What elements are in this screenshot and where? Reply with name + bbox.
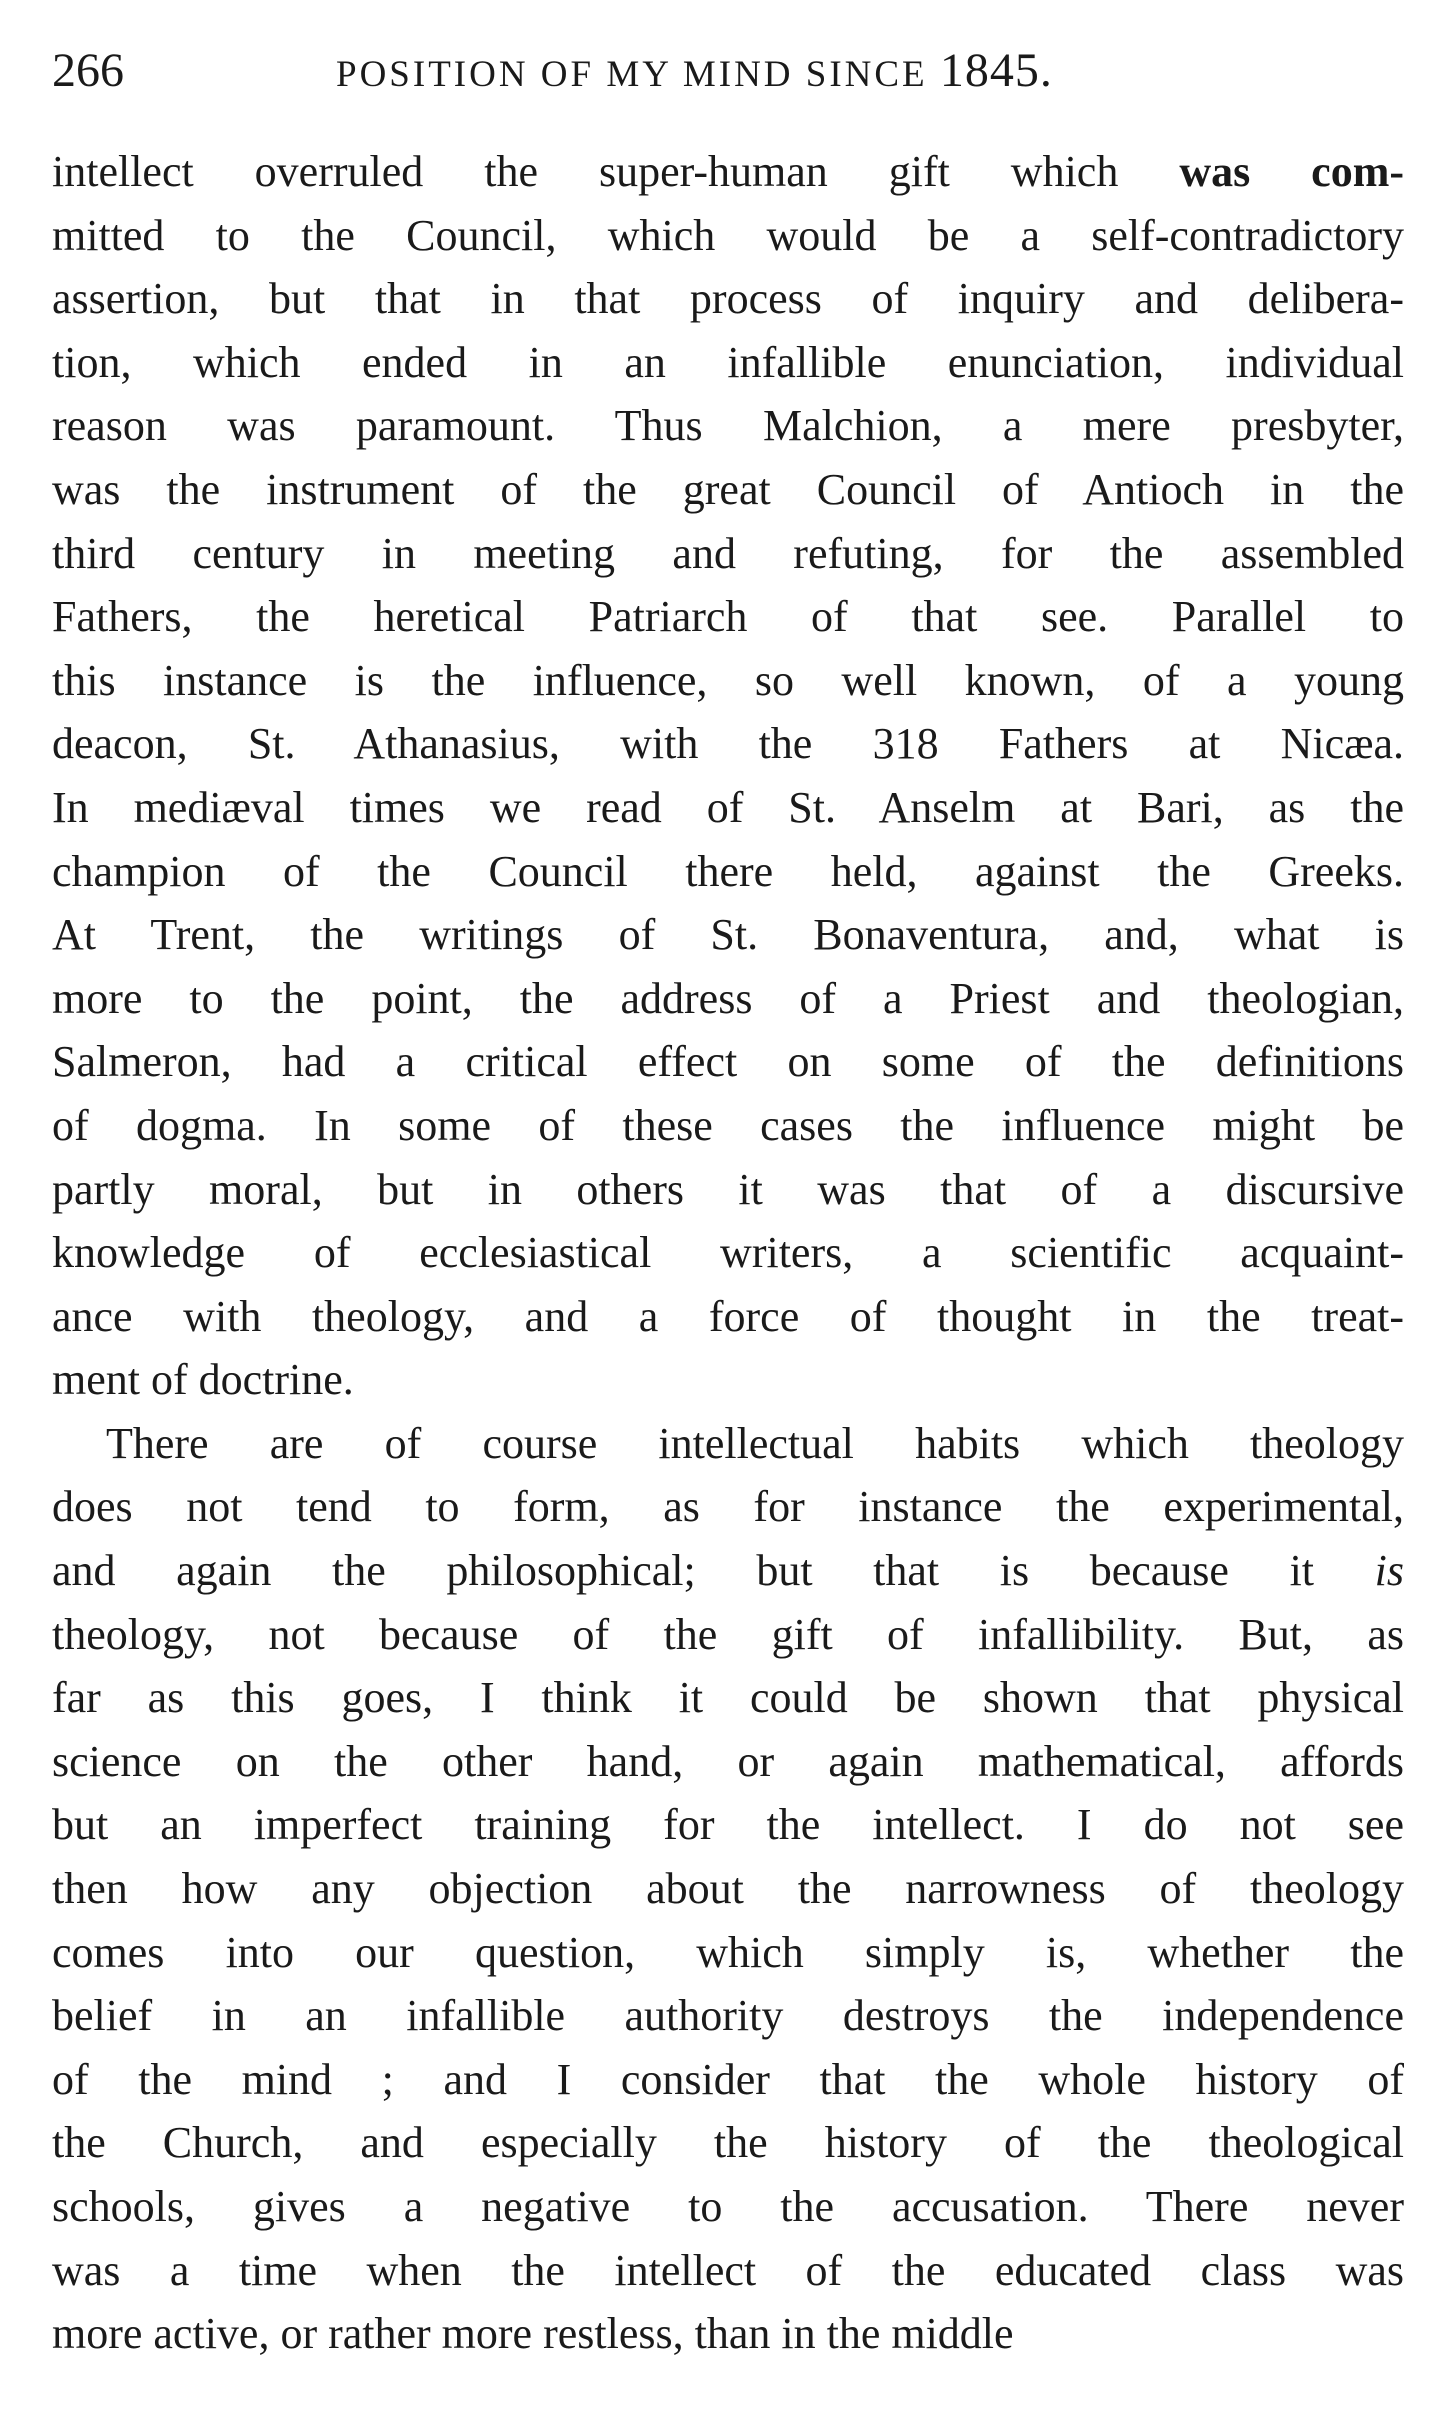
text-line — [52, 1158, 1404, 1222]
text-segment: reason was paramount. Thus Malchion, a mere presbyter, — [52, 401, 1404, 451]
running-header — [52, 36, 1400, 106]
text-segment: mitted to the Council, which would be a self-contradictory — [52, 210, 1404, 260]
text-segment: the Church, and especially the history of the theological — [52, 2118, 1404, 2168]
text-line — [52, 2239, 1404, 2303]
text-line — [52, 522, 1404, 586]
page-number: 266 — [52, 44, 124, 97]
text-segment: champion of the Council there held, against the Greeks. — [52, 846, 1404, 896]
text-segment: knowledge of ecclesiastical writers, a scientific acquaint- — [52, 1228, 1404, 1278]
body-text — [52, 140, 1404, 2366]
text-line — [52, 712, 1404, 776]
text-segment: belief in an infallible authority destroys the independence — [52, 1991, 1404, 2041]
text-segment: science on the other hand, or again mathematical, affords — [52, 1736, 1404, 1786]
text-segment: of dogma. In some of these cases the influence might be — [52, 1100, 1404, 1150]
text-segment: partly moral, but in others it was that of a discursive — [52, 1164, 1404, 1214]
text-line — [52, 1221, 1404, 1285]
text-segment: There are of course intellectual habits which theology — [106, 1418, 1404, 1468]
italic-text-segment: is — [1374, 1546, 1404, 1596]
text-line — [52, 1666, 1404, 1730]
text-line — [52, 1475, 1404, 1539]
running-title-text: POSITION OF MY MIND SINCE — [336, 54, 928, 95]
text-line — [52, 1984, 1404, 2048]
text-line — [52, 967, 1404, 1031]
running-title-year: 1845. — [939, 44, 1053, 97]
text-line — [52, 2175, 1404, 2239]
text-segment: does not tend to form, as for instance the experimental, — [52, 1482, 1404, 1532]
text-segment: comes into our question, which simply is, whether the — [52, 1927, 1404, 1977]
text-segment: ance with theology, and a force of thought in the treat- — [52, 1291, 1404, 1341]
text-line — [52, 1857, 1404, 1921]
text-segment: Salmeron, had a critical effect on some of the definitions — [52, 1037, 1404, 1087]
text-line — [52, 1793, 1404, 1857]
text-segment: In mediæval times we read of St. Anselm at Bari, as the — [52, 782, 1404, 832]
text-segment: tion, which ended in an infallible enunciation, individual — [52, 337, 1404, 387]
text-line — [52, 2302, 1404, 2366]
text-line — [52, 776, 1404, 840]
text-segment: schools, gives a negative to the accusation. There never — [52, 2182, 1404, 2231]
text-segment: of the mind ; and I consider that the whole history of — [52, 2054, 1404, 2104]
paragraph — [52, 1412, 1404, 2366]
text-segment: and again the philosophical; but that is because it — [52, 1546, 1375, 1596]
running-title — [336, 36, 1053, 110]
text-line — [52, 1030, 1404, 1094]
text-line — [52, 1094, 1404, 1158]
text-segment: At Trent, the writings of St. Bonaventura, and, what is — [52, 910, 1404, 960]
text-segment: then how any objection about the narrowness of theology — [52, 1864, 1404, 1914]
text-line — [52, 1348, 1404, 1412]
text-line — [52, 903, 1404, 967]
text-segment: was a time when the intellect of the educated class was — [52, 2245, 1404, 2295]
text-segment: assertion, but that in that process of inquiry and delibera- — [52, 274, 1404, 324]
text-segment: more active, or rather more restless, than in the middle — [52, 2309, 1014, 2359]
paragraph — [52, 140, 1404, 1412]
text-segment: but an imperfect training for the intellect. I do not see — [52, 1800, 1404, 1850]
text-line — [52, 649, 1404, 713]
text-line — [52, 458, 1404, 522]
text-line — [52, 331, 1404, 395]
text-segment: third century in meeting and refuting, for the assembled — [52, 528, 1404, 578]
text-line — [52, 140, 1404, 204]
text-segment: this instance is the influence, so well known, of a young — [52, 655, 1404, 705]
text-segment: was the instrument of the great Council of Antioch in the — [52, 464, 1404, 514]
text-segment: ment of doctrine. — [52, 1355, 354, 1405]
text-segment: intellect overruled the super-human gift which — [52, 147, 1180, 196]
text-segment: theology, not because of the gift of infallibility. But, as — [52, 1609, 1404, 1659]
text-line — [52, 1412, 1404, 1476]
text-line — [52, 204, 1404, 268]
text-segment: more to the point, the address of a Priest and theologian, — [52, 973, 1404, 1023]
text-segment: deacon, St. Athanasius, with the 318 Fathers at Nicæa. — [52, 719, 1404, 769]
text-line — [52, 1730, 1404, 1794]
text-line — [52, 2048, 1404, 2112]
text-line — [52, 840, 1404, 904]
text-line — [52, 1603, 1404, 1667]
text-line — [52, 1539, 1404, 1603]
text-line — [52, 1285, 1404, 1349]
bold-text-segment: was com- — [1179, 147, 1404, 196]
text-line — [52, 267, 1404, 331]
text-line — [52, 394, 1404, 458]
text-line — [52, 1921, 1404, 1985]
text-segment: far as this goes, I think it could be shown that physical — [52, 1673, 1404, 1723]
text-line — [52, 2111, 1404, 2175]
text-line — [52, 585, 1404, 649]
text-segment: Fathers, the heretical Patriarch of that see. Parallel to — [52, 592, 1404, 642]
